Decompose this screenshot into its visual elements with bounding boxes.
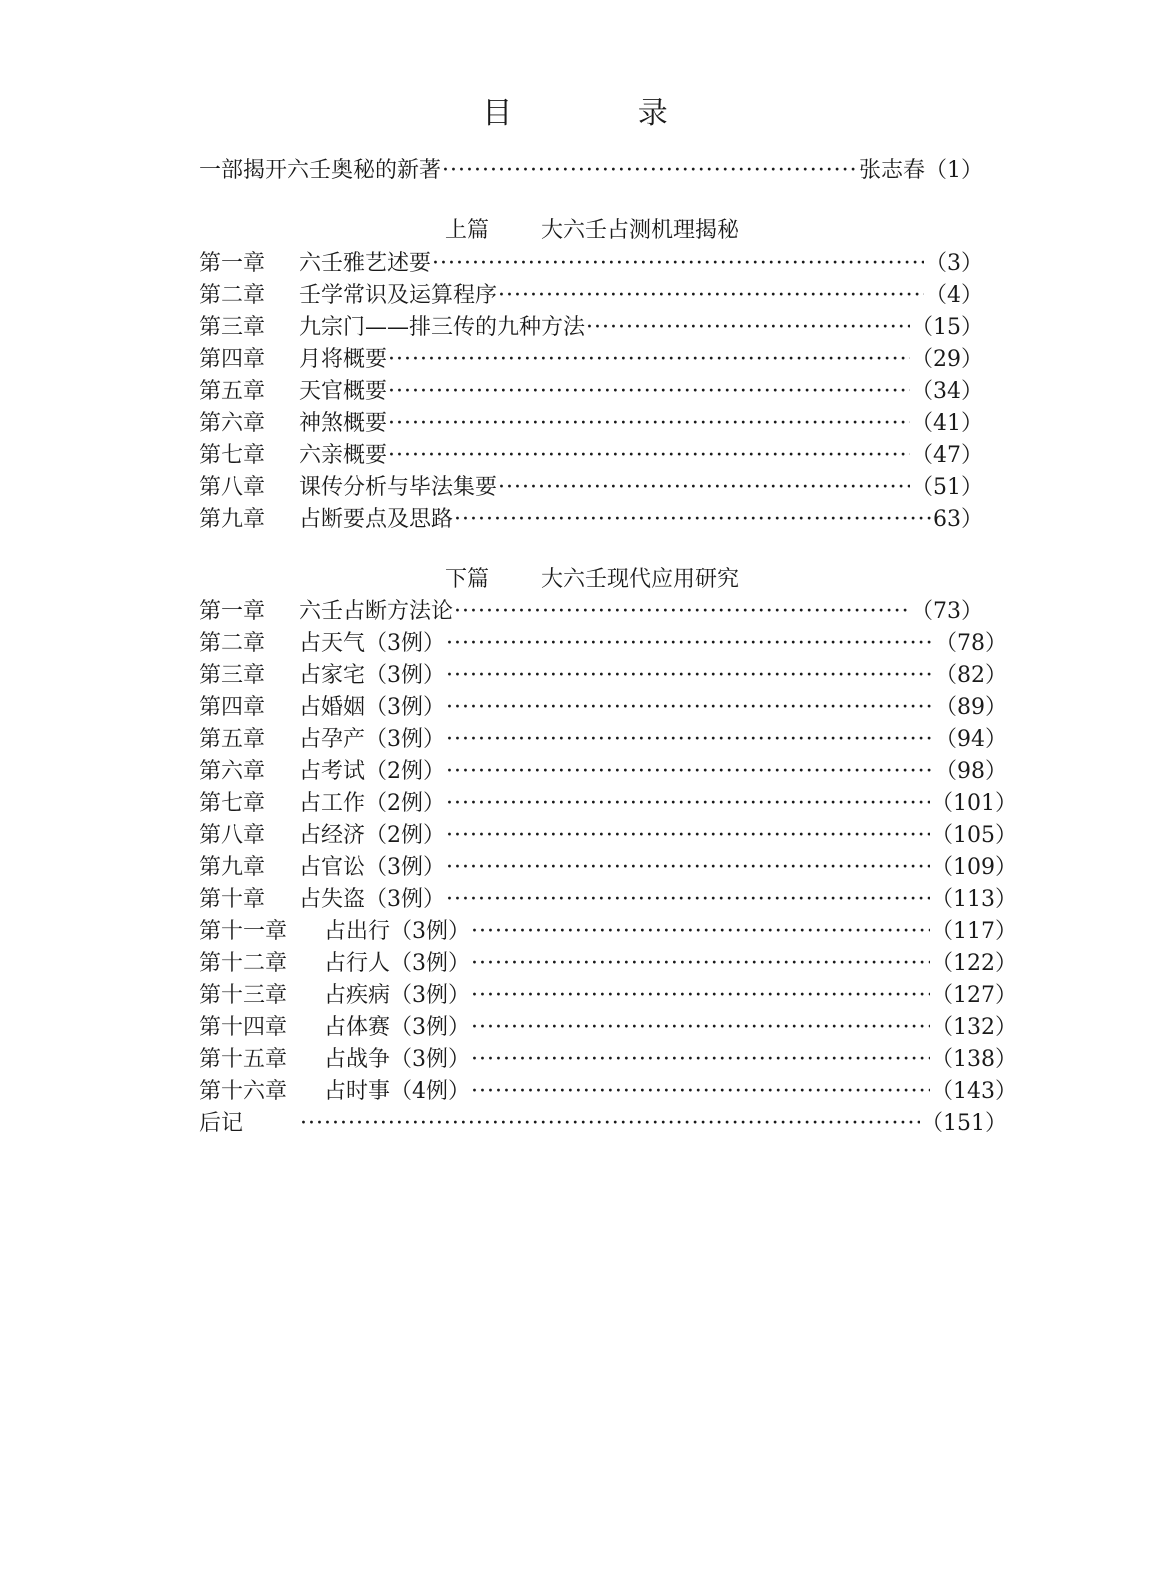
toc-entry[interactable]: [199, 725, 1007, 755]
toc-entry[interactable]: [199, 473, 983, 503]
toc-entry-title: 占考试（2例）: [299, 759, 445, 784]
toc-entry[interactable]: [199, 441, 983, 471]
toc-entry-page: （15）: [911, 315, 983, 340]
toc-entry-title: 九宗门——排三传的九种方法: [299, 315, 586, 340]
toc-entry[interactable]: [199, 345, 983, 375]
toc-entry-title: 壬学常识及运算程序: [299, 283, 498, 308]
toc-entry-title: 占孕产（3例）: [299, 727, 445, 752]
toc-preface[interactable]: [199, 156, 983, 186]
leader-dots: [388, 345, 910, 375]
toc-entry-chapter: 第二章: [199, 631, 266, 656]
toc-entry-chapter: 第五章: [199, 727, 266, 752]
toc-entry[interactable]: [199, 821, 1017, 851]
toc-entry-page: （109）: [931, 855, 1017, 880]
toc-entry[interactable]: [199, 1045, 1017, 1075]
toc-entry-page: （138）: [931, 1047, 1017, 1072]
leader-dots: [388, 377, 910, 407]
part2-label: 下篇: [445, 567, 490, 592]
toc-entry-page: （94）: [935, 727, 1007, 752]
toc-entry-page: （51）: [911, 475, 983, 500]
toc-entry-page: （101）: [931, 791, 1017, 816]
toc-entry-chapter: 第九章: [199, 507, 266, 532]
toc-entry-title: 六壬占断方法论: [299, 599, 454, 624]
toc-entry-chapter: 第九章: [199, 855, 266, 880]
toc-entry-chapter: 第七章: [199, 791, 266, 816]
toc-entry-page: （73）: [911, 599, 983, 624]
toc-entry-page: （29）: [911, 347, 983, 372]
leader-dots: [454, 597, 910, 627]
toc-entry-chapter: 第四章: [199, 695, 266, 720]
toc-entry-title: 占断要点及思路: [299, 507, 454, 532]
toc-entry-title: 神煞概要: [299, 411, 388, 436]
toc-entry[interactable]: [199, 1077, 1017, 1107]
toc-entry[interactable]: [199, 853, 1017, 883]
toc-entry-chapter: 第十五章: [199, 1047, 288, 1072]
part1-label: 上篇: [445, 218, 490, 243]
toc-entry-title: 课传分析与毕法集要: [299, 475, 498, 500]
leader-dots: [498, 281, 924, 311]
toc-entry-title: 占体赛（3例）: [324, 1015, 470, 1040]
leader-dots: [446, 725, 934, 755]
leader-dots: [471, 949, 930, 979]
toc-entry-page: （117）: [931, 919, 1017, 944]
part1-heading: [445, 216, 739, 246]
toc-entry-page: （78）: [935, 631, 1007, 656]
toc-entry[interactable]: [199, 661, 1007, 691]
toc-entry-page: （151）: [921, 1111, 1007, 1136]
page-title: 目 录: [482, 96, 726, 131]
leader-dots: [388, 409, 910, 439]
toc-entry-page: （82）: [935, 663, 1007, 688]
toc-entry-chapter: 第十四章: [199, 1015, 288, 1040]
toc-entry-chapter: 第十三章: [199, 983, 288, 1008]
toc-entry[interactable]: [199, 505, 983, 535]
toc-entry[interactable]: [199, 313, 983, 343]
toc-entry-page: （34）: [911, 379, 983, 404]
toc-entry-page: （4）: [925, 283, 983, 308]
leader-dots: [300, 1109, 920, 1139]
toc-entry[interactable]: [199, 885, 1017, 915]
toc-entry-title: 占天气（3例）: [299, 631, 445, 656]
toc-entry-title: 占时事（4例）: [324, 1079, 470, 1104]
toc-entry-page: （143）: [931, 1079, 1017, 1104]
part2-heading: [445, 565, 739, 595]
toc-entry-page: （41）: [911, 411, 983, 436]
leader-dots: [446, 757, 934, 787]
toc-entry-title: 占战争（3例）: [324, 1047, 470, 1072]
toc-entry[interactable]: [199, 917, 1017, 947]
leader-dots: [446, 885, 930, 915]
toc-entry-title: 月将概要: [299, 347, 388, 372]
toc-entry-chapter: 第十二章: [199, 951, 288, 976]
toc-entry-title: 六壬雅艺述要: [299, 251, 432, 276]
leader-dots: [446, 629, 934, 659]
toc-entry-chapter: 第六章: [199, 759, 266, 784]
toc-entry-chapter: 第五章: [199, 379, 266, 404]
leader-dots: [471, 981, 930, 1011]
toc-entry-title: 占行人（3例）: [324, 951, 470, 976]
toc-entry-title: 一部揭开六壬奥秘的新著: [199, 158, 442, 183]
leader-dots: [446, 693, 934, 723]
leader-dots: [586, 313, 910, 343]
toc-entry-title: 占婚姻（3例）: [299, 695, 445, 720]
toc-entry-chapter: 第十六章: [199, 1079, 288, 1104]
toc-entry-page: （105）: [931, 823, 1017, 848]
toc-entry-title: 占工作（2例）: [299, 791, 445, 816]
leader-dots: [446, 789, 930, 819]
toc-entry-chapter: 第十章: [199, 887, 266, 912]
toc-entry-page: （47）: [911, 443, 983, 468]
toc-entry[interactable]: [199, 281, 983, 311]
toc-entry-page: （89）: [935, 695, 1007, 720]
toc-entry-chapter: 第三章: [199, 315, 266, 340]
toc-entry[interactable]: [199, 693, 1007, 723]
leader-dots: [471, 917, 930, 947]
toc-entry-title: 占失盗（3例）: [299, 887, 445, 912]
toc-entry[interactable]: [199, 789, 1017, 819]
toc-entry-page: （98）: [935, 759, 1007, 784]
toc-afterword[interactable]: [199, 1109, 1007, 1139]
toc-entry-chapter: 第六章: [199, 411, 266, 436]
leader-dots: [442, 156, 858, 186]
toc-entry-chapter: 第四章: [199, 347, 266, 372]
toc-entry[interactable]: [199, 597, 983, 627]
leader-dots: [432, 249, 924, 279]
toc-entry-title: 后记: [199, 1111, 244, 1136]
toc-entry-chapter: 第十一章: [199, 919, 288, 944]
toc-entry-title: 占疾病（3例）: [324, 983, 470, 1008]
toc-entry[interactable]: [199, 377, 983, 407]
toc-entry[interactable]: [199, 409, 983, 439]
toc-entry[interactable]: [199, 949, 1017, 979]
toc-entry-title: 天官概要: [299, 379, 388, 404]
toc-entry[interactable]: [199, 981, 1017, 1011]
toc-entry-chapter: 第三章: [199, 663, 266, 688]
toc-entry-page: 张志春（1）: [859, 158, 983, 183]
leader-dots: [388, 441, 910, 471]
toc-entry-page: 63）: [933, 507, 983, 532]
toc-entry-page: （113）: [931, 887, 1017, 912]
toc-entry-title: 占官讼（3例）: [299, 855, 445, 880]
toc-entry-page: （122）: [931, 951, 1017, 976]
leader-dots: [471, 1045, 930, 1075]
toc-entry-page: （132）: [931, 1015, 1017, 1040]
toc-entry-title: 占出行（3例）: [324, 919, 470, 944]
leader-dots: [446, 853, 930, 883]
toc-entry-page: （127）: [931, 983, 1017, 1008]
toc-entry-chapter: 第二章: [199, 283, 266, 308]
toc-entry[interactable]: [199, 629, 1007, 659]
toc-entry-chapter: 第八章: [199, 823, 266, 848]
leader-dots: [446, 821, 930, 851]
leader-dots: [446, 661, 934, 691]
leader-dots: [471, 1013, 930, 1043]
leader-dots: [471, 1077, 930, 1107]
part2-title: 大六壬现代应用研究: [541, 567, 740, 592]
toc-entry-title: 占经济（2例）: [299, 823, 445, 848]
leader-dots: [498, 473, 910, 503]
toc-entry-chapter: 第一章: [199, 599, 266, 624]
toc-entry-page: （3）: [925, 251, 983, 276]
toc-entry[interactable]: [199, 249, 983, 279]
toc-entry[interactable]: [199, 757, 1007, 787]
part1-title: 大六壬占测机理揭秘: [541, 218, 740, 243]
leader-dots: [454, 505, 932, 535]
toc-entry-chapter: 第七章: [199, 443, 266, 468]
toc-entry-title: 六亲概要: [299, 443, 388, 468]
toc-entry-chapter: 第一章: [199, 251, 266, 276]
toc-entry-chapter: 第八章: [199, 475, 266, 500]
toc-entry-title: 占家宅（3例）: [299, 663, 445, 688]
toc-entry[interactable]: [199, 1013, 1017, 1043]
